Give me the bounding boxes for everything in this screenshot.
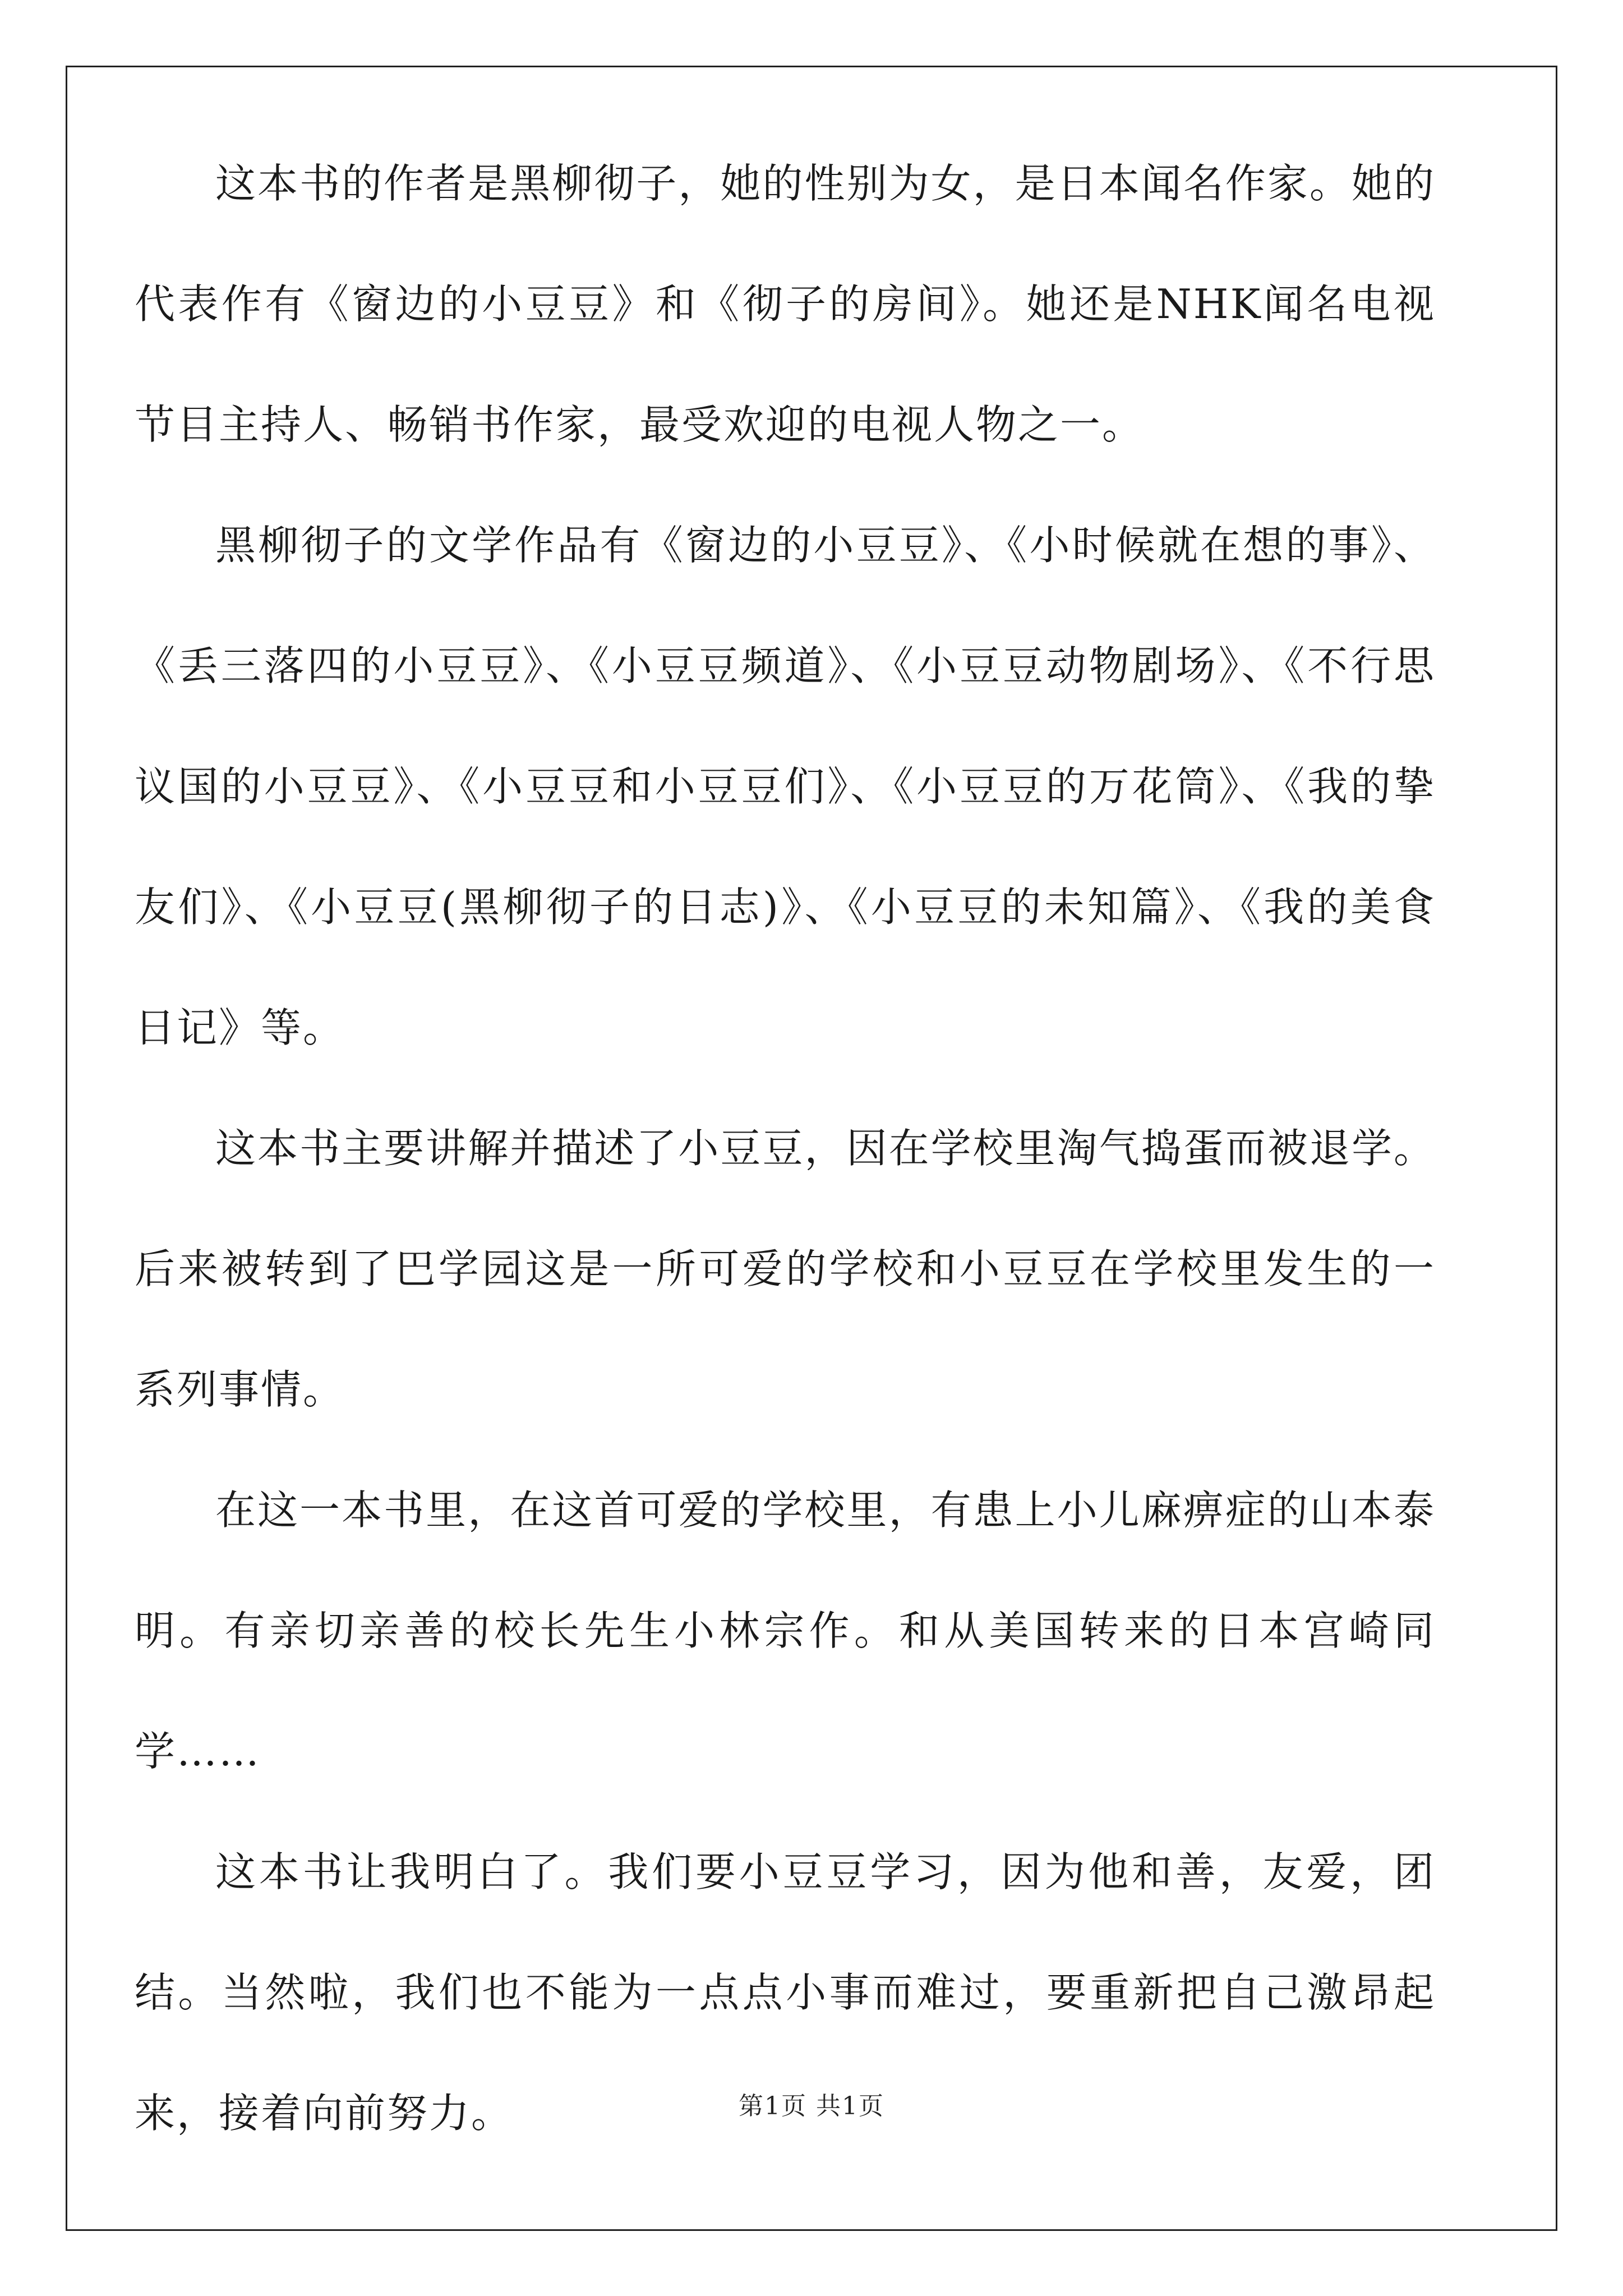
paragraph-summary: 这本书主要讲解并描述了小豆豆，因在学校里淘气捣蛋而被退学。后来被转到了巴学园这是一所可爱的学校和小豆豆在学校里发生的一系列事情。 xyxy=(135,1125,1436,1413)
paragraph-author: 这本书的作者是黑柳彻子，她的性别为女，是日本闻名作家。她的代表作有《窗边的小豆豆》和《彻子的房间》。她还是NHK闻名电视节目主持人、畅销书作家，最受欢迎的电视人物之一。 xyxy=(135,160,1436,448)
paragraph-conclusion: 这本书让我明白了。我们要小豆豆学习，因为他和善，友爱，团结。当然啦，我们也不能为一点点小事而难过，要重新把自己激昂起来，接着向前努力。 xyxy=(135,1848,1436,2137)
paragraph-works: 黑柳彻子的文学作品有《窗边的小豆豆》、《小时候就在想的事》、《丢三落四的小豆豆》、《小豆豆频道》、《小豆豆动物剧场》、《不行思议国的小豆豆》、《小豆豆和小豆豆们》、《小豆豆的万花筒》、《我的挚友们》、《小豆豆(黑柳彻子的日志)》、《小豆豆的未知篇》、《我的美食日记》等。 xyxy=(135,522,1436,1051)
paragraph-characters: 在这一本书里，在这首可爱的学校里，有患上小儿麻痹症的山本泰明。有亲切亲善的校长先生小林宗作。和从美国转来的日本宫崎同学…… xyxy=(135,1487,1436,1775)
document-body xyxy=(135,123,1436,2174)
page-number-footer: 第1页 共1页 xyxy=(739,2092,884,2120)
